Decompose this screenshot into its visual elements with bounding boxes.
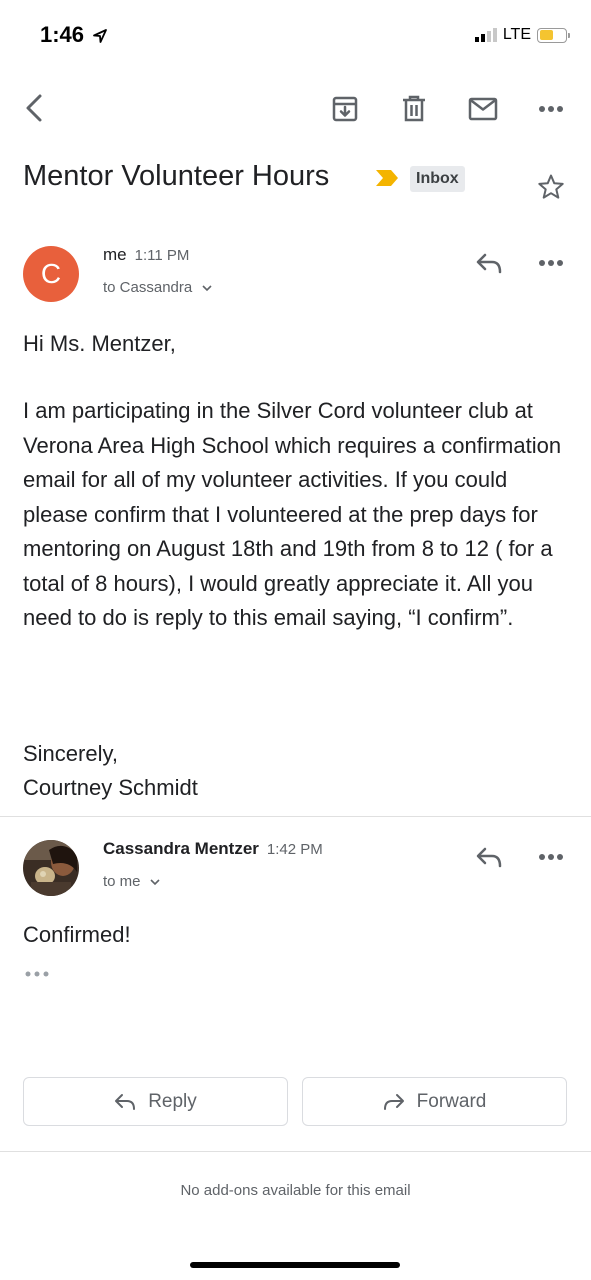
more-horizontal-icon xyxy=(538,853,564,861)
message-time: 1:11 PM xyxy=(134,247,190,264)
reply-icon xyxy=(114,1093,136,1111)
show-trimmed-content-button[interactable] xyxy=(23,966,51,982)
signal-bars-icon xyxy=(475,28,497,42)
home-indicator[interactable] xyxy=(190,1262,400,1268)
status-indicators xyxy=(475,26,567,44)
archive-button[interactable] xyxy=(328,92,362,126)
recipient-label: to me xyxy=(103,873,141,890)
back-arrow-icon xyxy=(24,93,44,123)
reply-action-button[interactable] xyxy=(23,1077,288,1126)
more-horizontal-icon xyxy=(538,105,564,113)
recipient-label: to Cassandra xyxy=(103,279,193,296)
sender-name: me xyxy=(103,245,127,264)
sender-name: Cassandra Mentzer xyxy=(103,839,259,858)
addons-message: No add-ons available for this email xyxy=(180,1182,411,1199)
star-button[interactable] xyxy=(534,170,568,204)
footer-divider xyxy=(0,1151,591,1152)
message-body: I am participating in the Silver Cord volunteer club at Verona Area High School which requires a confirmation email for all of my volunteer activities. If you could please confirm that I volunteered at the prep days for mentoring on August 18th and 19th from 8 to 12 ( for a total of 8 hours), I would greatly appreciate it. All you need to do is reply to this email saying, “I confirm”. xyxy=(23,398,562,630)
avatar[interactable] xyxy=(23,840,79,896)
more-horizontal-icon xyxy=(538,259,564,267)
reply-icon xyxy=(475,846,503,868)
avatar[interactable]: C xyxy=(23,246,79,302)
message-signoff: Sincerely, xyxy=(23,741,118,766)
mark-unread-button[interactable] xyxy=(465,92,501,126)
message-more-button[interactable] xyxy=(534,844,568,870)
forward-label: Forward xyxy=(416,1090,487,1112)
important-marker-icon[interactable] xyxy=(374,168,400,193)
reply-button[interactable] xyxy=(472,248,506,278)
location-arrow-icon xyxy=(92,28,108,44)
recipient-toggle[interactable] xyxy=(103,873,161,891)
archive-icon xyxy=(331,95,359,123)
more-options-button[interactable] xyxy=(534,96,568,122)
reply-button[interactable] xyxy=(472,842,506,872)
message-sender-line xyxy=(103,839,323,859)
chevron-down-icon xyxy=(201,284,213,292)
network-type: LTE xyxy=(502,26,531,43)
trash-icon xyxy=(401,95,427,123)
chevron-down-icon xyxy=(149,878,161,886)
forward-action-button[interactable] xyxy=(302,1077,567,1126)
recipient-toggle[interactable] xyxy=(103,279,213,297)
status-time: 1:46 xyxy=(40,22,108,48)
battery-icon xyxy=(537,28,567,43)
reply-icon xyxy=(475,252,503,274)
inbox-label[interactable]: Inbox xyxy=(410,166,465,192)
forward-icon xyxy=(383,1093,405,1111)
reply-label: Reply xyxy=(148,1090,197,1112)
message-greeting: Hi Ms. Mentzer, xyxy=(23,331,176,356)
message-signature: Courtney Schmidt xyxy=(23,775,198,800)
message-body: Confirmed! xyxy=(23,922,131,947)
back-button[interactable] xyxy=(18,90,50,126)
mail-icon xyxy=(468,97,498,121)
message-time: 1:42 PM xyxy=(266,841,323,858)
message-more-button[interactable] xyxy=(534,250,568,276)
message-sender-line xyxy=(103,245,189,265)
ellipsis-icon xyxy=(25,971,49,977)
delete-button[interactable] xyxy=(397,92,431,126)
star-icon xyxy=(537,173,565,201)
email-subject: Mentor Volunteer Hours xyxy=(23,160,330,192)
message-divider xyxy=(0,816,591,817)
